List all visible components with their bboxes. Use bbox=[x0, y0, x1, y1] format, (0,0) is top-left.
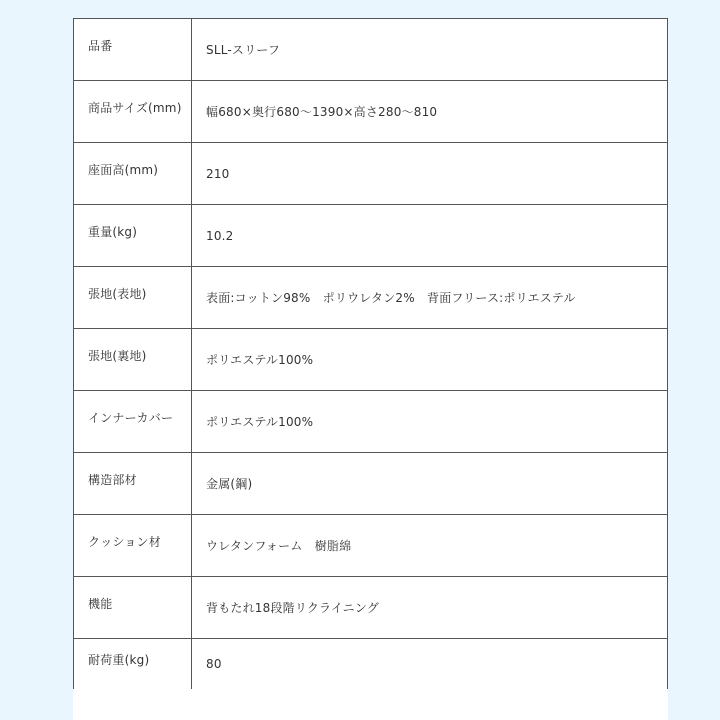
row-label bbox=[74, 453, 192, 515]
row-label-text: 張地(裏地) bbox=[88, 348, 147, 363]
row-label bbox=[74, 19, 192, 81]
row-value: 背もたれ18段階リクライニング bbox=[192, 577, 668, 639]
table-row bbox=[74, 267, 668, 329]
row-value: ポリエステル100% bbox=[192, 391, 668, 453]
table-row bbox=[74, 453, 668, 515]
row-label bbox=[74, 143, 192, 205]
row-value: 表面:コットン98% ポリウレタン2% 背面フリース:ポリエステル bbox=[192, 267, 668, 329]
row-label bbox=[74, 329, 192, 391]
row-value: 10.2 bbox=[192, 205, 668, 267]
row-label bbox=[74, 205, 192, 267]
row-label bbox=[74, 267, 192, 329]
table-row bbox=[74, 205, 668, 267]
row-value: 金属(鋼) bbox=[192, 453, 668, 515]
row-label-text: 機能 bbox=[88, 596, 113, 611]
row-value: ウレタンフォーム 樹脂綿 bbox=[192, 515, 668, 577]
row-label bbox=[74, 515, 192, 577]
row-label-text: クッション材 bbox=[88, 534, 161, 549]
row-label-text: 耐荷重(kg) bbox=[88, 653, 150, 667]
table-row bbox=[74, 81, 668, 143]
row-label-text: 商品サイズ(mm) bbox=[88, 100, 182, 115]
row-value: ポリエステル100% bbox=[192, 329, 668, 391]
row-label-text: 張地(表地) bbox=[88, 286, 147, 301]
table-row bbox=[74, 329, 668, 391]
row-label bbox=[74, 577, 192, 639]
row-value: 幅680×奥行680〜1390×高さ280〜810 bbox=[192, 81, 668, 143]
table-row bbox=[74, 143, 668, 205]
table-row bbox=[74, 391, 668, 453]
row-label bbox=[74, 391, 192, 453]
row-value: 80 bbox=[192, 639, 668, 690]
row-label bbox=[74, 639, 192, 690]
row-value: 210 bbox=[192, 143, 668, 205]
table-row bbox=[74, 515, 668, 577]
row-label-text: 構造部材 bbox=[88, 472, 137, 487]
row-label-text: 座面高(mm) bbox=[88, 162, 159, 177]
table-row bbox=[74, 577, 668, 639]
table-row bbox=[74, 639, 668, 690]
spec-table bbox=[73, 18, 668, 689]
table-row bbox=[74, 19, 668, 81]
row-value: SLL-スリーフ bbox=[192, 19, 668, 81]
row-label-text: 品番 bbox=[88, 38, 113, 53]
row-label bbox=[74, 81, 192, 143]
row-label-text: 重量(kg) bbox=[88, 224, 138, 239]
row-label-text: インナーカバー bbox=[88, 410, 174, 425]
